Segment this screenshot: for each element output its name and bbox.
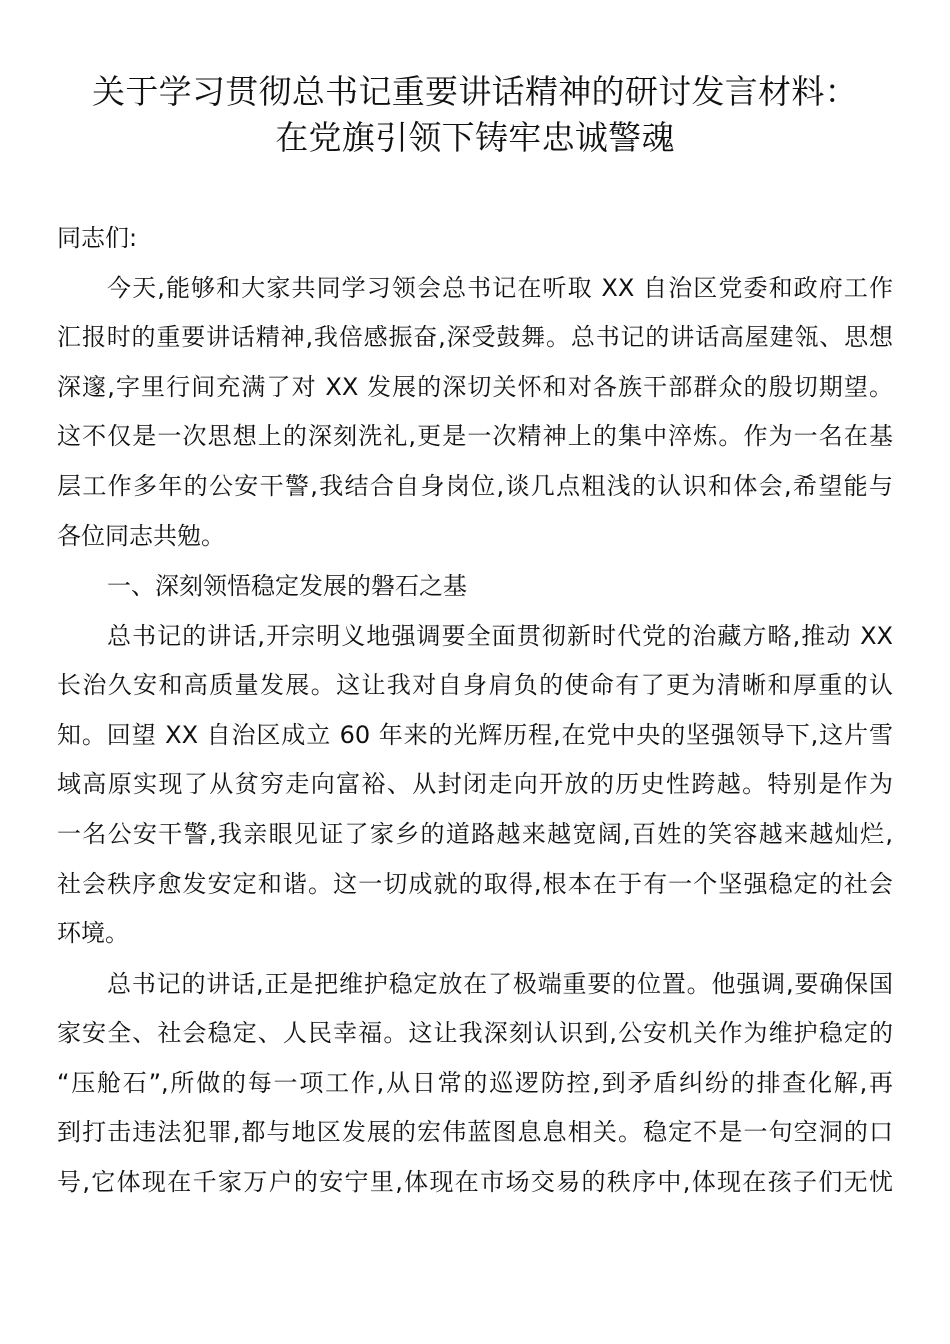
body-line: 知。回望 XX 自治区成立 60 年来的光辉历程,在党中央的坚强领导下,这片雪 [57,721,893,749]
body-line: 一名公安干警,我亲眼见证了家乡的道路越来越宽阔,百姓的笑容越来越灿烂, [57,820,893,848]
body-line: 号,它体现在千家万户的安宁里,体现在市场交易的秩序中,体现在孩子们无忧 [57,1168,893,1196]
section-heading: 一、深刻领悟稳定发展的磐石之基 [107,572,467,600]
salutation: 同志们: [57,224,138,252]
body-line: 家安全、社会稳定、人民幸福。这让我深刻认识到,公安机关作为维护稳定的 [57,1019,893,1047]
document-title-line-2: 在党旗引领下铸牢忠诚警魂 [275,118,675,157]
body-line: “压舱石”,所做的每一项工作,从日常的巡逻防控,到矛盾纠纷的排查化解,再 [57,1069,893,1097]
body-line: 这不仅是一次思想上的深刻洗礼,更是一次精神上的集中淬炼。作为一名在基 [57,422,893,450]
body-line: 域高原实现了从贫穷走向富裕、从封闭走向开放的历史性跨越。特别是作为 [57,770,893,798]
body-line: 总书记的讲话,正是把维护稳定放在了极端重要的位置。他强调,要确保国 [107,970,893,998]
body-line: 社会秩序愈发安定和谐。这一切成就的取得,根本在于有一个坚强稳定的社会 [57,870,893,898]
document-title-line-1: 关于学习贯彻总书记重要讲话精神的研讨发言材料： [92,72,858,111]
body-line: 长治久安和高质量发展。这让我对自身肩负的使命有了更为清晰和厚重的认 [57,671,893,699]
body-line: 今天,能够和大家共同学习领会总书记在听取 XX 自治区党委和政府工作 [107,274,893,302]
body-line: 总书记的讲话,开宗明义地强调要全面贯彻新时代党的治藏方略,推动 XX [107,622,893,650]
body-line: 汇报时的重要讲话精神,我倍感振奋,深受鼓舞。总书记的讲话高屋建瓴、思想 [57,323,893,351]
body-line: 各位同志共勉。 [57,522,225,550]
body-line: 深邃,字里行间充满了对 XX 发展的深切关怀和对各族干部群众的殷切期望。 [57,373,893,401]
body-line: 环境。 [57,919,129,947]
body-line: 到打击违法犯罪,都与地区发展的宏伟蓝图息息相关。稳定不是一句空洞的口 [57,1118,893,1146]
body-line: 层工作多年的公安干警,我结合自身岗位,谈几点粗浅的认识和体会,希望能与 [57,472,893,500]
